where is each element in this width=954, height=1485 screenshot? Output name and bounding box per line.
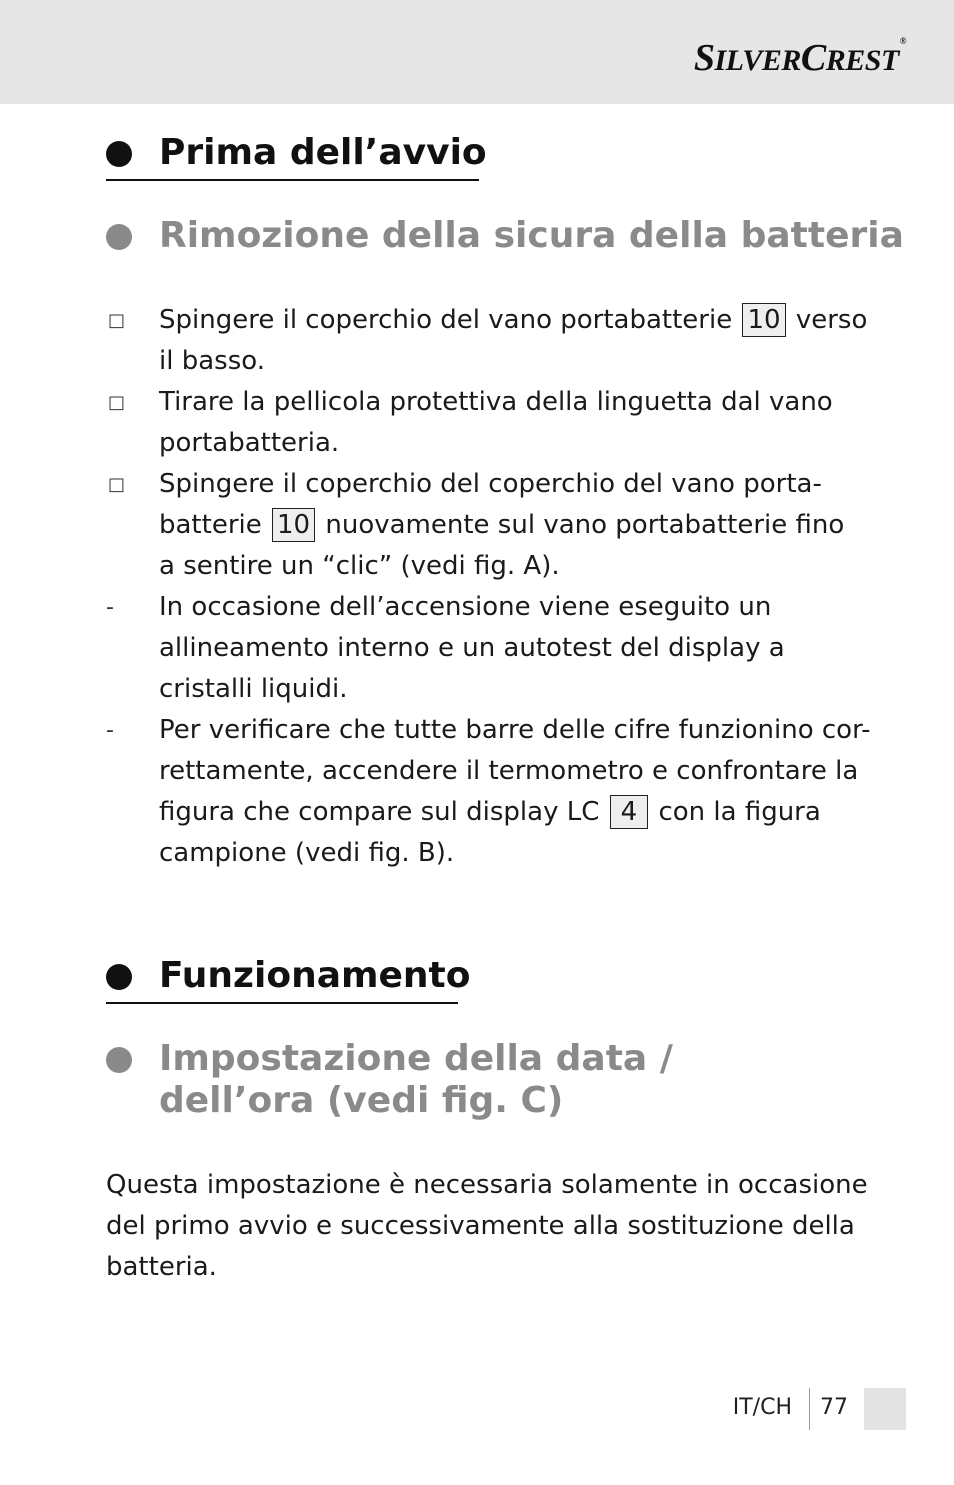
section-funzionamento (106, 954, 471, 998)
checkbox-square-icon: □ (108, 392, 126, 413)
part-reference: 10 (742, 303, 785, 337)
step-text: Spingere il coperchio del coperchio del vano porta- (159, 469, 822, 499)
step-text: il basso. (159, 346, 265, 376)
step-text: nuovamente sul vano portabatterie fino (325, 510, 845, 540)
language-code: IT/CH (732, 1395, 792, 1420)
section-impostazione (106, 1038, 673, 1122)
dash-marker: - (106, 718, 114, 743)
step-text: verso (795, 305, 868, 335)
list-item (106, 382, 866, 464)
brand-letter: S (693, 37, 715, 79)
footer-divider (809, 1388, 810, 1430)
list-item (106, 587, 866, 710)
step-text: Per verificare che tutte barre delle cifre funzionino cor- (159, 715, 871, 745)
step-text: Spingere il coperchio del vano portabatterie (159, 305, 733, 335)
bullet-icon (106, 224, 132, 250)
registered-mark: ® (899, 36, 906, 46)
title-underline (106, 179, 479, 181)
checkbox-square-icon: □ (108, 310, 126, 331)
brand-text: ILVER (714, 44, 801, 77)
list-item (106, 464, 866, 587)
bullet-icon (106, 1047, 132, 1073)
paragraph-line: batteria. (106, 1252, 217, 1282)
footer-tab (864, 1388, 906, 1430)
step-text: figura che compare sul display LC (159, 797, 600, 827)
body-paragraph (106, 1165, 866, 1288)
step-text: cristalli liquidi. (159, 674, 348, 704)
step-text: allineamento interno e un autotest del display a (159, 633, 785, 663)
paragraph-line: Questa impostazione è necessaria solamente in occasione (106, 1170, 868, 1200)
paragraph-line: del primo avvio e successivamente alla sostituzione della (106, 1211, 855, 1241)
part-reference: 10 (272, 508, 315, 542)
brand-logo (694, 36, 906, 80)
subsection-title-line: dell’ora (vedi fig. C) (159, 1080, 564, 1121)
dash-marker: - (106, 595, 114, 620)
step-text: Tirare la pellicola protettiva della linguetta dal vano (159, 387, 833, 417)
list-item (106, 300, 866, 382)
step-text: batterie (159, 510, 262, 540)
step-text: a sentire un “clic” (vedi fig. A). (159, 551, 560, 581)
part-reference: 4 (610, 795, 649, 829)
section-title: Funzionamento (159, 955, 471, 996)
steps-list (106, 300, 871, 874)
step-text: con la figura (658, 797, 821, 827)
section-prima (106, 131, 487, 175)
subsection-title: Rimozione della sicura della batteria (159, 215, 904, 256)
step-text: In occasione dell’accensione viene eseguito un (159, 592, 772, 622)
brand-text: REST (825, 44, 899, 77)
title-underline (106, 1002, 458, 1004)
bullet-icon (106, 141, 132, 167)
bullet-icon (106, 964, 132, 990)
list-item (106, 710, 871, 874)
subsection-title-line: Impostazione della data / (159, 1038, 673, 1079)
page-number: 77 (820, 1395, 848, 1420)
brand-letter: C (800, 37, 826, 79)
section-title: Prima dell’avvio (159, 132, 487, 173)
step-text: portabatteria. (159, 428, 340, 458)
step-text: campione (vedi fig. B). (159, 838, 455, 868)
step-text: rettamente, accendere il termometro e confrontare la (159, 756, 859, 786)
checkbox-square-icon: □ (108, 474, 126, 495)
section-rimozione (106, 215, 904, 257)
